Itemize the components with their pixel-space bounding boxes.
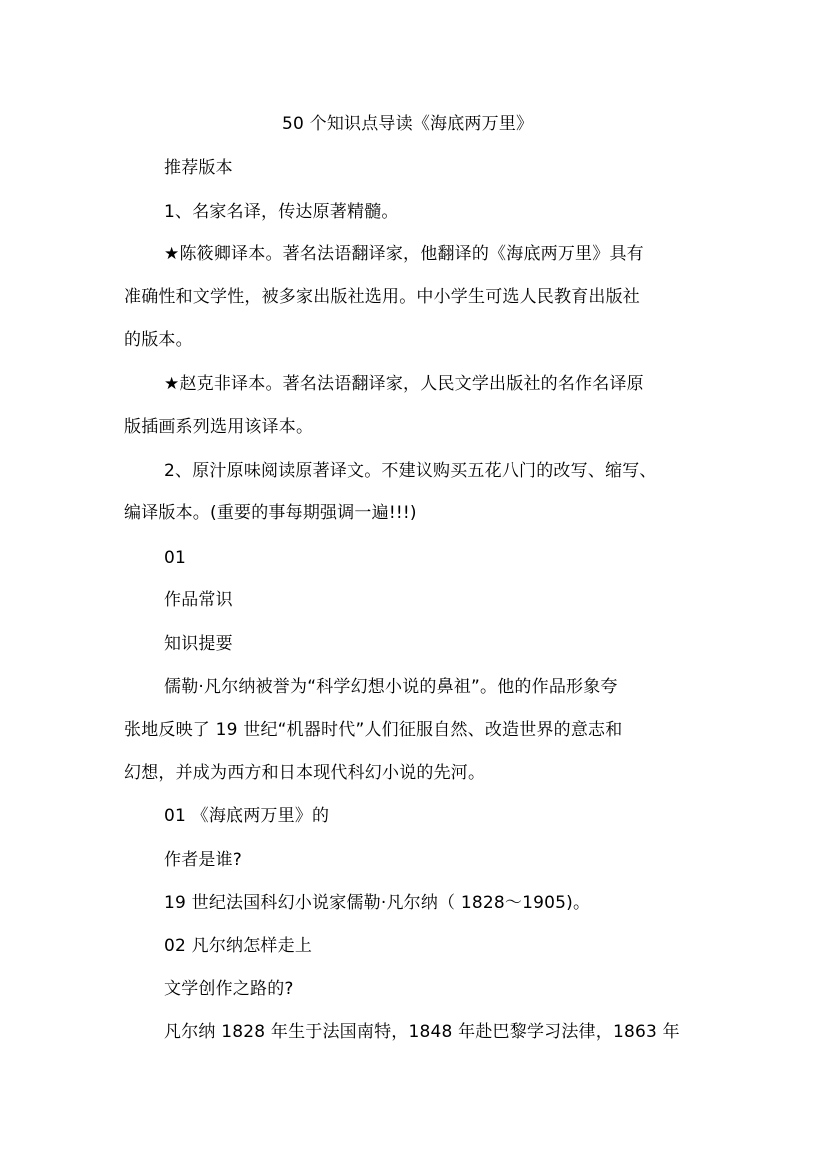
section-number: 01 <box>164 548 187 568</box>
paragraph-line: 幻想，并成为西方和日本现代科幻小说的先河。 <box>124 763 486 783</box>
paragraph-line: 19 世纪法国科幻小说家儒勒·凡尔纳（ 1828～1905)。 <box>164 893 591 913</box>
paragraph-line: 1、名家名译，传达原著精髓。 <box>164 202 399 222</box>
paragraph-line: 张地反映了 19 世纪“机器时代”人们征服自然、改造世界的意志和 <box>124 720 623 740</box>
document-title: 50 个知识点导读《海底两万里》 <box>282 114 534 134</box>
question-heading: 01 《海底两万里》的 <box>164 806 330 826</box>
paragraph-line: 准确性和文学性，被多家出版社选用。中小学生可选人民教育出版社 <box>124 287 640 307</box>
question-heading: 文学创作之路的? <box>164 979 294 999</box>
question-heading: 作者是谁? <box>164 850 243 870</box>
paragraph-line: 编译版本。(重要的事每期强调一遍!!!) <box>124 503 417 523</box>
paragraph-line: 凡尔纳 1828 年生于法国南特，1848 年赴巴黎学习法律，1863 年 <box>164 1022 680 1042</box>
paragraph-line: 儒勒·凡尔纳被誉为“科学幻想小说的鼻祖”。他的作品形象夸 <box>164 677 618 697</box>
paragraph-line: 2、原汁原味阅读原著译文。不建议购买五花八门的改写、缩写、 <box>164 461 657 481</box>
paragraph-line: ★陈筱卿译本。著名法语翻译家，他翻译的《海底两万里》具有 <box>164 244 644 264</box>
question-heading: 02 凡尔纳怎样走上 <box>164 936 313 956</box>
section-heading: 作品常识 <box>164 590 233 610</box>
section-heading: 知识提要 <box>164 634 233 654</box>
paragraph-line: 的版本。 <box>124 330 193 350</box>
paragraph-line: 版插画系列选用该译本。 <box>124 417 314 437</box>
paragraph-line: ★赵克非译本。著名法语翻译家，人民文学出版社的名作名译原 <box>164 374 644 394</box>
section-heading: 推荐版本 <box>164 158 233 178</box>
